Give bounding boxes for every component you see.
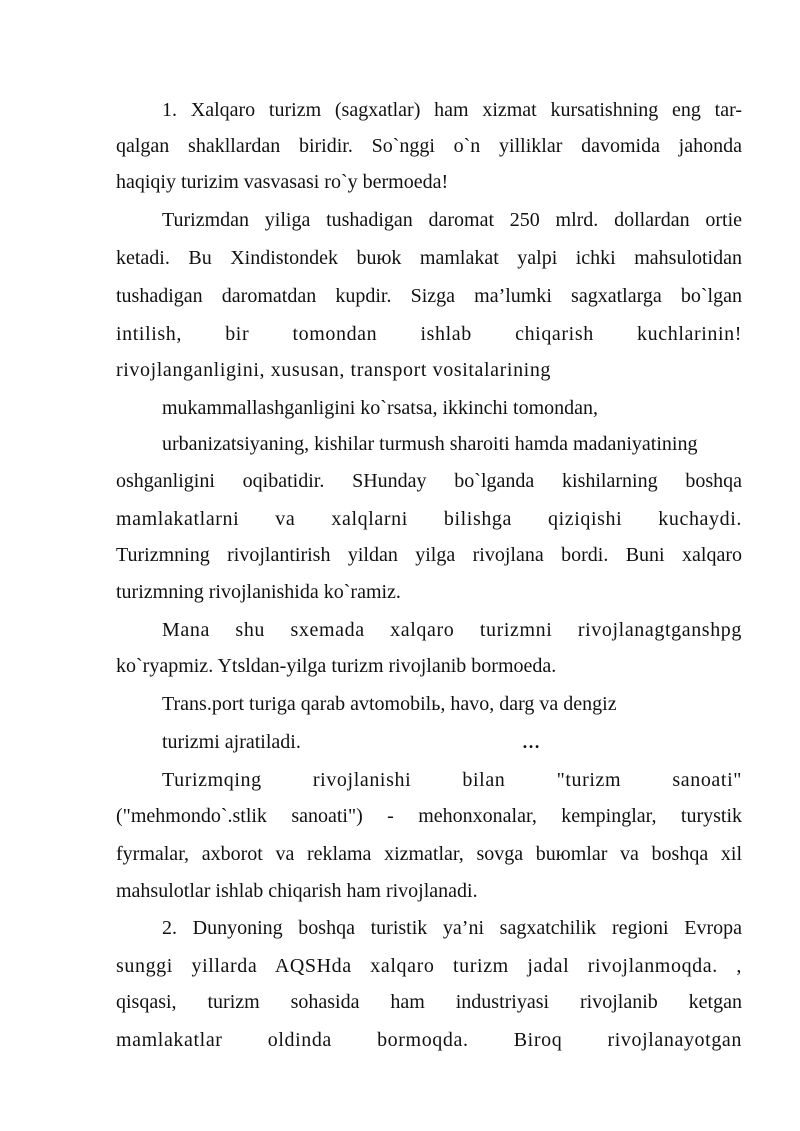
text-line: ketadi. Bu Xindistondek buюk mamlakat yalpi ichki mahsulotidan xyxy=(116,247,742,269)
text-line: sunggi yillarda AQSHda xalqaro turizm jadal rivojlanmoqda. , xyxy=(116,955,742,977)
text-line: qisqasi, turizm sohasida ham industriyasi rivojlanib ketgan xyxy=(116,991,742,1013)
text-line: qalgan shakllardan biridir. So`nggi o`n yilliklar davomida jahonda xyxy=(116,135,742,157)
text-line: oshganligini oqibatidir. SHunday bo`lganda kishilarning boshqa xyxy=(116,470,742,492)
text-line: intilish, bir tomondan ishlab chiqarish kuchlarinin! xyxy=(116,323,742,345)
text-line: 1. Xalqaro turizm (sagxatlar) ham xizmat kursatishning eng tar- xyxy=(162,99,742,121)
text-line: turizmning rivojlanishida ko`ramiz. xyxy=(116,581,401,603)
text-line: Turizmning rivojlantirish yildan yilga rivojlana bordi. Buni xalqaro xyxy=(116,544,742,566)
text-line: tushadigan daromatdan kupdir. Sizga ma’lumki sagxatlarga bo`lgan xyxy=(116,285,742,307)
text-line: haqiqiy turizim vasvasasi ro`y bermoeda! xyxy=(116,171,449,193)
text-line: ("mehmondo`.stlik sanoati") - mehonxonalar, kempinglar, turystik xyxy=(116,805,742,827)
text-line: fyrmalar, axborot va reklama xizmatlar, sovga buюmlar va boshqa xil xyxy=(116,843,742,865)
ellipsis-mark: … xyxy=(522,732,540,752)
text-line: 2. Dunyoning boshqa turistik ya’ni sagxatchilik regioni Evropa xyxy=(162,917,742,939)
text-line: Turizmdan yiliga tushadigan daromat 250 mlrd. dollardan ortie xyxy=(162,209,742,231)
text-line: Trans.port turiga qarab avtomobilь, havo, darg va dengiz xyxy=(162,693,617,715)
text-line: ko`ryapmiz. Ytsldan-yilga turizm rivojlanib bormoeda. xyxy=(116,655,557,677)
text-line: rivojlanganligini, xususan, transport vositalarining xyxy=(116,359,552,381)
text-line: mahsulotlar ishlab chiqarish ham rivojlanadi. xyxy=(116,880,478,902)
text-line: mamlakatlarni va xalqlarni bilishga qiziqishi kuchaydi. xyxy=(116,508,742,530)
text-line: Mana shu sxemada xalqaro turizmni rivojlanagtganshpg xyxy=(162,619,742,641)
text-line: urbanizatsiyaning, kishilar turmush sharoiti hamda madaniyatining xyxy=(162,433,698,455)
text-line: mukammallashganligini ko`rsatsa, ikkinchi tomondan, xyxy=(162,397,599,419)
text-line: mamlakatlar oldinda bormoqda. Biroq rivojlanayotgan xyxy=(116,1029,742,1051)
text-line: turizmi ajratiladi. xyxy=(162,731,301,753)
text-line: Turizmqing rivojlanishi bilan "turizm sanoati" xyxy=(162,769,742,791)
